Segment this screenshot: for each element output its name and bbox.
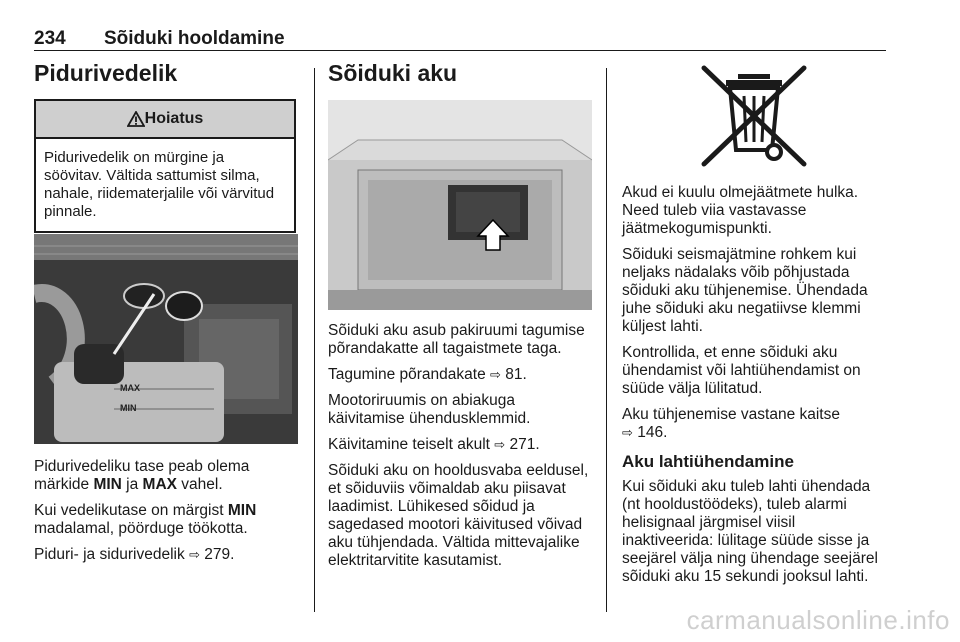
- text-run: Piduri- ja sidurivedelik: [34, 546, 190, 563]
- section-title-brake-fluid: Pidurivedelik: [34, 60, 178, 86]
- section-title-battery: Sõiduki aku: [328, 60, 458, 86]
- page-number: 234: [34, 28, 66, 49]
- text-run: madalamal, pöörduge töökotta.: [34, 520, 248, 537]
- warning-header: [36, 101, 294, 139]
- page-ref-link[interactable]: 271.: [509, 436, 540, 453]
- battery-location-paragraph: Sõiduki aku asub pakiruumi tagumise põrandakatte all tagaistmete taga.: [328, 322, 585, 357]
- text-run: Käivitamine teiselt akult: [328, 436, 495, 453]
- photo-min-label: MIN: [120, 403, 137, 413]
- text-run: Kui vedelikutase on märgist: [34, 502, 228, 519]
- page-ref-icon: ⇨: [189, 547, 200, 562]
- disconnect-subheading: Aku lahtiühendamine: [622, 452, 794, 471]
- brake-fluid-reservoir-photo: [34, 234, 298, 444]
- page-ref-icon: ⇨: [622, 425, 633, 440]
- text-run: ja: [121, 476, 143, 493]
- text-run: Pidurivedeliku tase peab olema märkide: [34, 458, 250, 493]
- max-mark: MAX: [142, 476, 177, 493]
- standing-paragraph: Sõiduki seismajätmine rohkem kui neljaks nädalaks võib põhjustada sõiduki aku tühjenemise. Ühendada juhe sõiduki aku negatiivse klemmi küljest lahti.: [622, 246, 868, 335]
- disposal-paragraph: Akud ei kuulu olmejäätmete hulka. Need tuleb viia vastavasse jäätmekogumispunkti.: [622, 184, 859, 237]
- middle-column: [328, 60, 594, 87]
- maintenance-free-paragraph: Sõiduki aku on hooldusvaba eeldusel, et sõiduviis võimaldab aku piisavat laadimist. Lühikesed sõidud ja sagedased mootori käivitused võivad aku tühjendada. Vältida mittevajalike elektritarvitite kasutamist.: [328, 462, 589, 569]
- warning-box: [34, 99, 296, 233]
- min-mark: MIN: [227, 502, 257, 519]
- page-header: [34, 28, 886, 50]
- column-divider-1: [314, 68, 315, 612]
- text-run: Tagumine põrandakate: [328, 366, 491, 383]
- header-rule: [34, 50, 886, 51]
- trunk-battery-photo: [328, 100, 592, 310]
- min-mark: MIN: [93, 476, 122, 493]
- warning-triangle-icon: [127, 111, 145, 127]
- page-ref-icon: ⇨: [490, 367, 501, 382]
- crossed-bin-icon: [700, 64, 808, 168]
- brake-level-paragraph: [34, 458, 300, 494]
- site-watermark: carmanualsonline.info: [686, 605, 950, 635]
- page-ref-link[interactable]: 146.: [637, 424, 668, 441]
- page-ref-icon: ⇨: [494, 437, 506, 452]
- column-divider-2: [606, 68, 607, 612]
- warning-label: Hoiatus: [144, 110, 204, 127]
- fluid-reference-paragraph: [34, 546, 300, 564]
- middle-column-text: [328, 322, 594, 578]
- page-ref-link[interactable]: 279.: [204, 546, 235, 563]
- ignition-check-paragraph: Kontrollida, et enne sõiduki aku ühendamist või lahtiühendamist on süüde välja lülitatud.: [622, 344, 861, 397]
- left-column-text: [34, 458, 300, 572]
- discharge-protection-reference: [622, 406, 888, 442]
- text-run: Aku tühjenemise vastane kaitse: [622, 406, 840, 423]
- warning-text: Pidurivedelik on mürgine ja söövitav. Vältida sattumist silma, nahale, riidematerjalile või värvitud pinnale.: [44, 149, 275, 220]
- chapter-title: Sõiduki hooldamine: [104, 28, 285, 49]
- rear-floor-reference: [328, 366, 594, 384]
- photo-max-label: MAX: [120, 383, 140, 393]
- page-ref-link[interactable]: 81.: [505, 366, 527, 383]
- jump-start-reference: [328, 436, 594, 454]
- text-run: vahel.: [177, 476, 223, 493]
- left-column: [34, 60, 300, 233]
- low-level-paragraph: [34, 502, 300, 538]
- jump-terminals-paragraph: Mootoriruumis on abiakuga käivitamise ühendusklemmid.: [328, 392, 531, 427]
- right-column-text: [622, 184, 888, 594]
- disconnect-paragraph: Kui sõiduki aku tuleb lahti ühendada (nt hooldustöödeks), tuleb alarmi helisignaal järgmisel viisil inaktiveerida: lülitage süüde sisse ja seejärel välja ning ühendage seejärel sõiduki aku 15 sekundi jooksul lahti.: [622, 478, 878, 585]
